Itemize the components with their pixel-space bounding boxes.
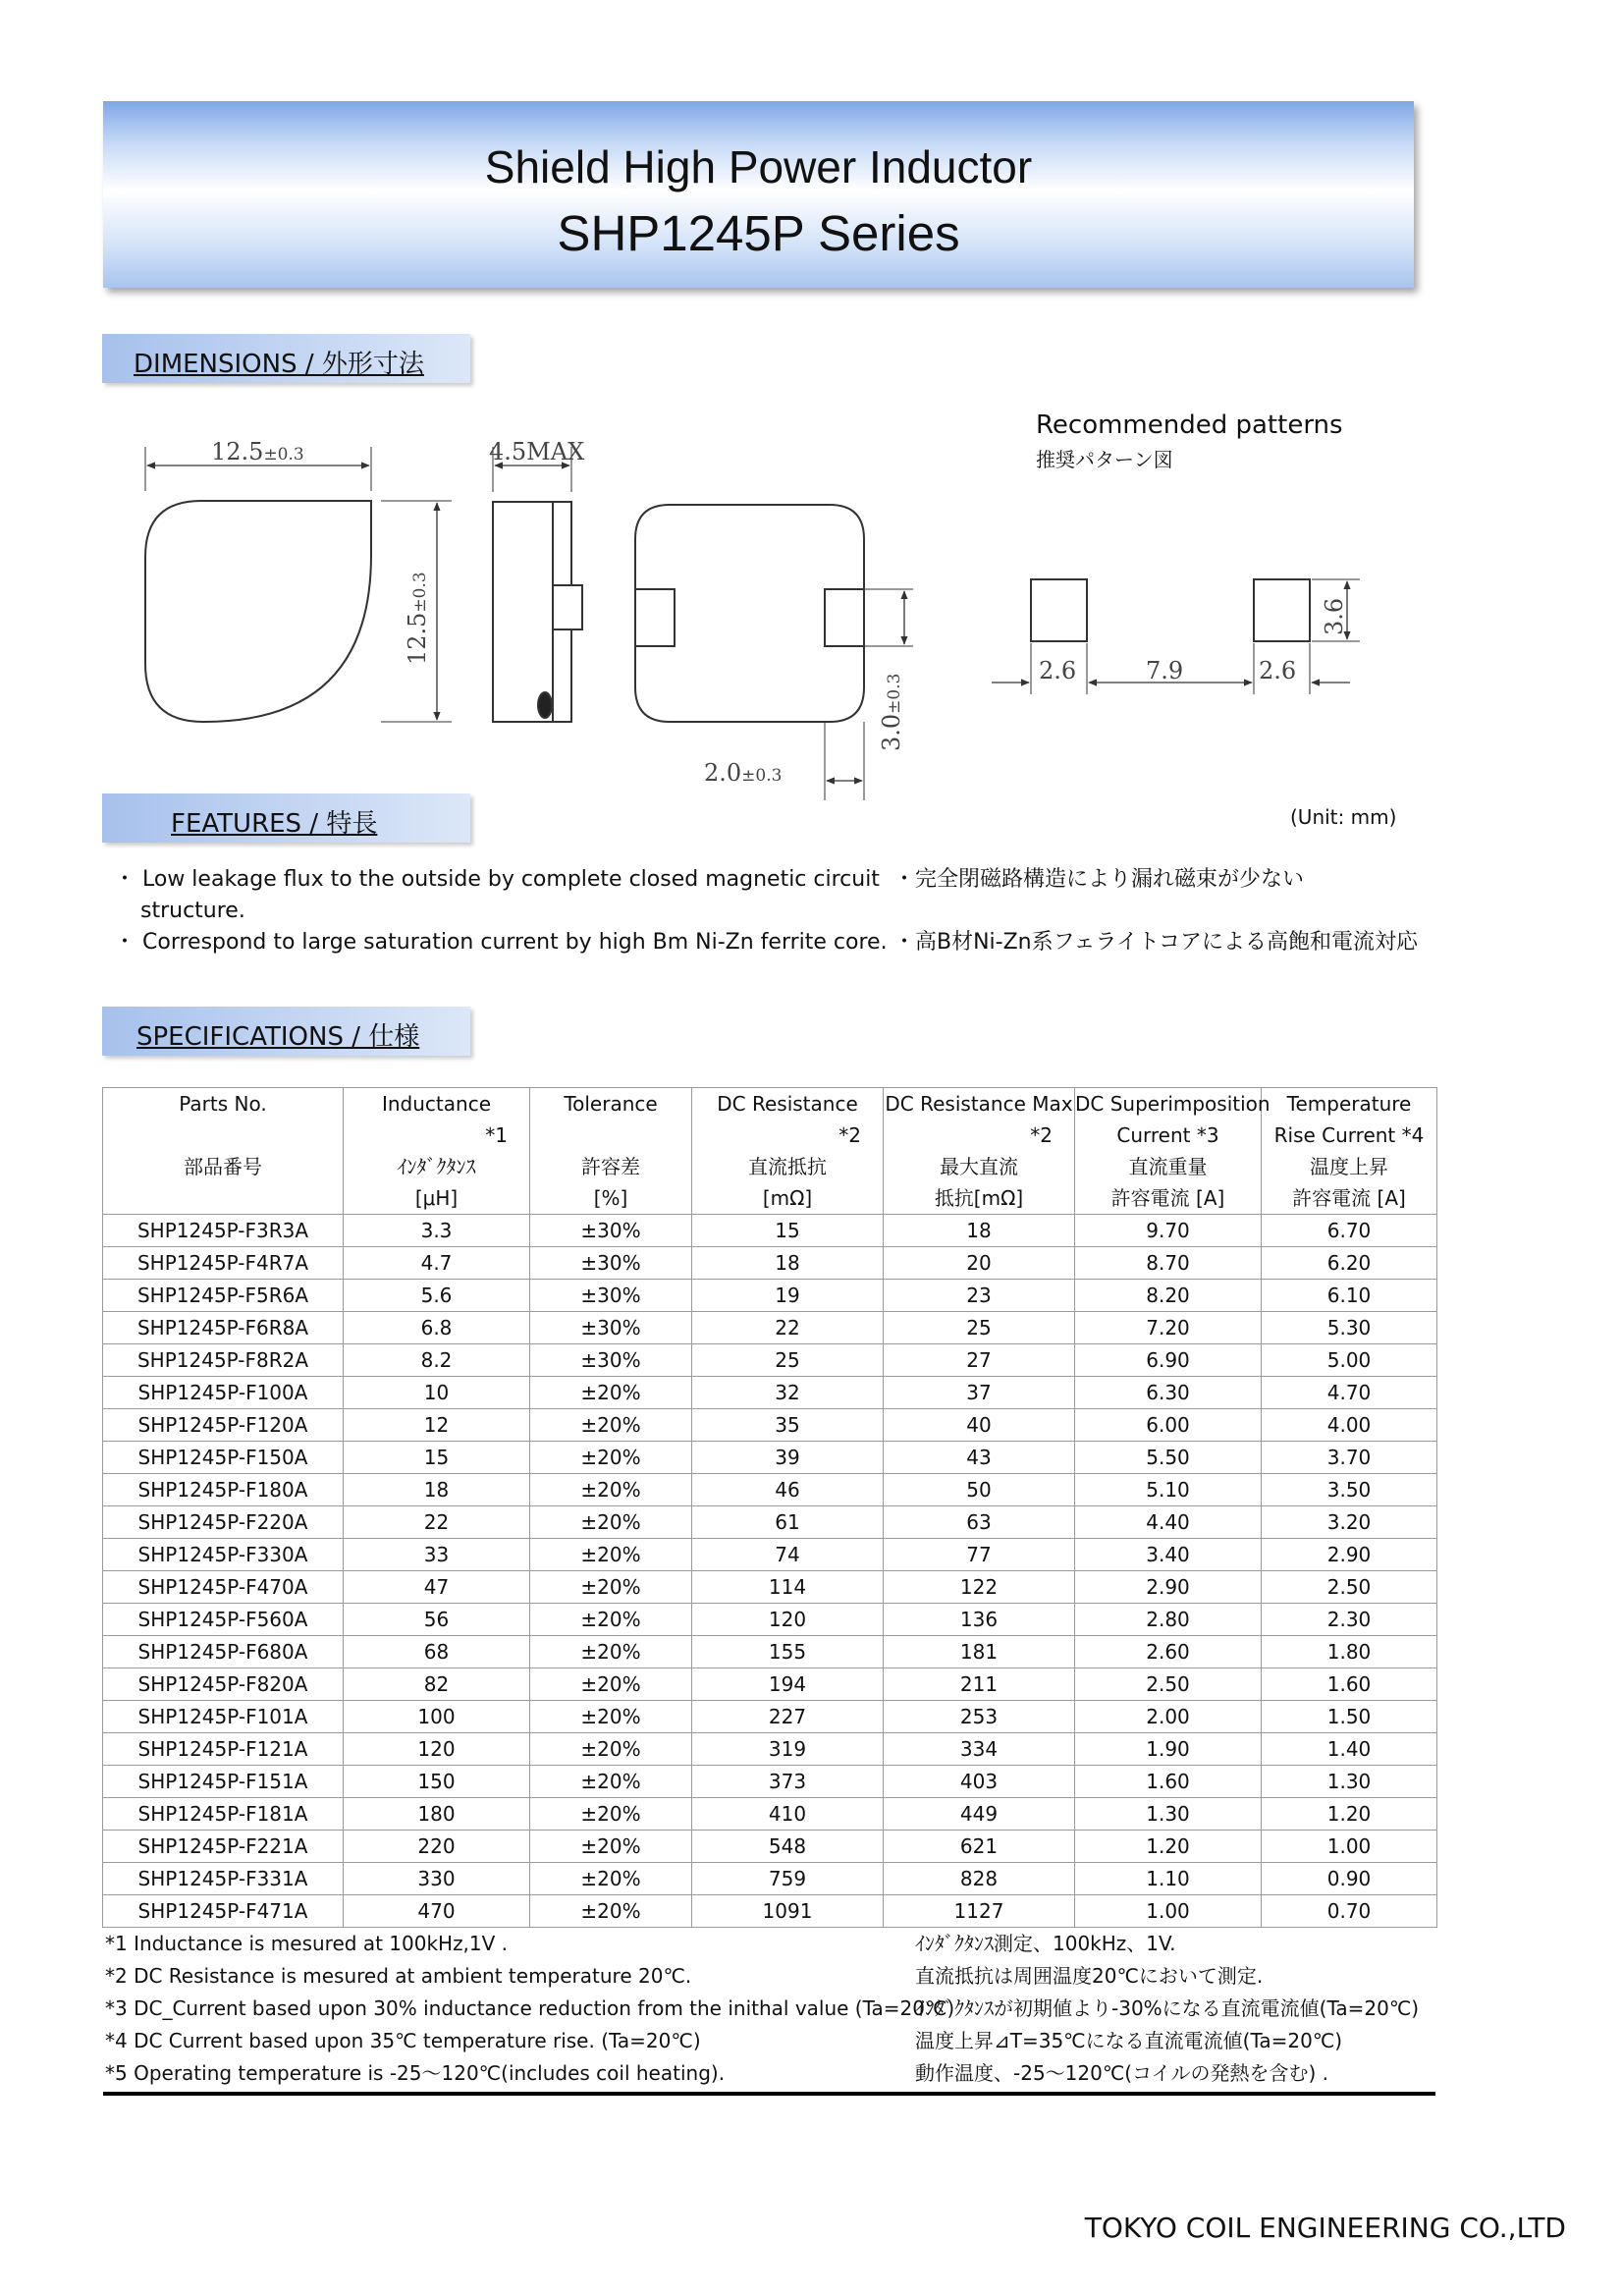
table-cell: 4.00 [1262, 1409, 1437, 1442]
table-cell: 6.20 [1262, 1247, 1437, 1280]
table-cell: ±20% [530, 1798, 692, 1831]
part-number-cell: SHP1245P-F120A [103, 1409, 344, 1442]
part-number-cell: SHP1245P-F121A [103, 1733, 344, 1766]
table-cell: 18 [344, 1474, 530, 1506]
table-cell: 1.10 [1075, 1863, 1262, 1895]
part-number-cell: SHP1245P-F151A [103, 1766, 344, 1798]
table-header-cell: 許容差 [530, 1151, 692, 1182]
table-cell: 1.40 [1262, 1733, 1437, 1766]
table-row [103, 1506, 1437, 1539]
table-row [103, 1733, 1437, 1766]
bottom-rule [103, 2092, 1435, 2096]
table-cell: 40 [884, 1409, 1075, 1442]
table-cell: 211 [884, 1668, 1075, 1701]
features-section-header [102, 793, 470, 843]
table-cell: 22 [692, 1312, 884, 1344]
table-row [103, 1539, 1437, 1571]
features-heading: FEATURES / 特長 [171, 809, 378, 839]
table-cell: 1.30 [1262, 1766, 1437, 1798]
table-header-row [103, 1088, 1437, 1121]
part-number-cell: SHP1245P-F4R7A [103, 1247, 344, 1280]
table-row [103, 1701, 1437, 1733]
table-cell: 194 [692, 1668, 884, 1701]
table-row [103, 1895, 1437, 1928]
part-number-cell: SHP1245P-F680A [103, 1636, 344, 1668]
table-cell: 2.30 [1262, 1604, 1437, 1636]
table-row [103, 1442, 1437, 1474]
table-cell: 120 [344, 1733, 530, 1766]
table-cell: 7.20 [1075, 1312, 1262, 1344]
dim-width-label: 12.5±0.3 [211, 438, 304, 465]
table-header-cell [103, 1120, 344, 1151]
table-row [103, 1863, 1437, 1895]
table-cell: 621 [884, 1831, 1075, 1863]
part-number-cell: SHP1245P-F470A [103, 1571, 344, 1604]
table-header-cell: 直流抵抗 [692, 1151, 884, 1182]
table-cell: 63 [884, 1506, 1075, 1539]
table-cell: ±20% [530, 1895, 692, 1928]
part-number-cell: SHP1245P-F820A [103, 1668, 344, 1701]
table-row [103, 1344, 1437, 1377]
table-cell: 1127 [884, 1895, 1075, 1928]
company-name: TOKYO COIL ENGINEERING CO.,LTD [1084, 2212, 1566, 2244]
table-cell: 6.8 [344, 1312, 530, 1344]
table-cell: 61 [692, 1506, 884, 1539]
table-row [103, 1474, 1437, 1506]
notes-en [105, 1928, 954, 2090]
title-line2: SHP1245P Series [557, 205, 960, 261]
table-cell: 181 [884, 1636, 1075, 1668]
top-view-body [145, 501, 371, 722]
table-cell: 5.10 [1075, 1474, 1262, 1506]
table-cell: 122 [884, 1571, 1075, 1604]
note-en-5: *5 Operating temperature is -25～120℃(includes coil heating). [105, 2061, 726, 2085]
dim-height-label: 12.5±0.3 [404, 572, 431, 665]
table-header-cell: *1 [344, 1120, 530, 1151]
part-number-cell: SHP1245P-F5R6A [103, 1280, 344, 1312]
table-header-cell: Current *3 [1075, 1120, 1262, 1151]
recommended-patterns-title-jp: 推奨パターン図 [1036, 448, 1173, 471]
table-cell: 27 [884, 1344, 1075, 1377]
table-cell: 15 [344, 1442, 530, 1474]
table-cell: 82 [344, 1668, 530, 1701]
unit-label: (Unit: mm) [1290, 805, 1397, 829]
spec-table [102, 1087, 1437, 1928]
table-row [103, 1668, 1437, 1701]
note-jp-3: ｲﾝﾀﾞｸﾀﾝｽが初期値より-30%になる直流電流値(Ta=20℃) [915, 1996, 1420, 2020]
table-cell: 47 [344, 1571, 530, 1604]
table-cell: 319 [692, 1733, 884, 1766]
table-cell: ±20% [530, 1863, 692, 1895]
part-number-cell: SHP1245P-F150A [103, 1442, 344, 1474]
table-cell: ±20% [530, 1831, 692, 1863]
table-cell: ±20% [530, 1766, 692, 1798]
table-row [103, 1798, 1437, 1831]
table-cell: 155 [692, 1636, 884, 1668]
table-cell: 1.50 [1262, 1701, 1437, 1733]
table-cell: ±30% [530, 1280, 692, 1312]
table-cell: 759 [692, 1863, 884, 1895]
table-cell: 77 [884, 1539, 1075, 1571]
table-cell: 25 [884, 1312, 1075, 1344]
table-cell: 253 [884, 1701, 1075, 1733]
table-cell: 449 [884, 1798, 1075, 1831]
table-cell: 39 [692, 1442, 884, 1474]
table-cell: ±20% [530, 1442, 692, 1474]
table-cell: 20 [884, 1247, 1075, 1280]
table-cell: 33 [344, 1539, 530, 1571]
part-number-cell: SHP1245P-F560A [103, 1604, 344, 1636]
table-header-cell: *2 [884, 1120, 1075, 1151]
table-row [103, 1604, 1437, 1636]
note-jp-4: 温度上昇⊿T=35℃になる直流電流値(Ta=20℃) [915, 2029, 1343, 2052]
table-cell: 3.50 [1262, 1474, 1437, 1506]
table-cell: 9.70 [1075, 1215, 1262, 1247]
title-banner [103, 101, 1414, 288]
table-cell: 0.90 [1262, 1863, 1437, 1895]
table-cell: 220 [344, 1831, 530, 1863]
table-header-cell: 抵抗[mΩ] [884, 1182, 1075, 1215]
table-cell: 4.70 [1262, 1377, 1437, 1409]
table-cell: ±20% [530, 1604, 692, 1636]
table-cell: 32 [692, 1377, 884, 1409]
dim-thickness-label: 4.5MAX [489, 438, 585, 465]
part-number-cell: SHP1245P-F471A [103, 1895, 344, 1928]
table-cell: 1.60 [1075, 1766, 1262, 1798]
part-number-cell: SHP1245P-F181A [103, 1798, 344, 1831]
table-cell: 2.80 [1075, 1604, 1262, 1636]
pad-width-right-label: 2.6 [1259, 657, 1297, 684]
part-number-cell: SHP1245P-F100A [103, 1377, 344, 1409]
table-cell: 828 [884, 1863, 1075, 1895]
table-cell: ±30% [530, 1215, 692, 1247]
note-jp-5: 動作温度、-25～120℃(コイルの発熱を含む) . [915, 2061, 1329, 2085]
table-cell: 180 [344, 1798, 530, 1831]
table-row [103, 1636, 1437, 1668]
table-header-cell: DC Resistance [692, 1088, 884, 1121]
table-cell: 50 [884, 1474, 1075, 1506]
dimensions-heading: DIMENSIONS / 外形寸法 [134, 350, 424, 379]
table-cell: ±20% [530, 1733, 692, 1766]
table-cell: 3.20 [1262, 1506, 1437, 1539]
table-cell: 4.7 [344, 1247, 530, 1280]
note-jp-2: 直流抵抗は周囲温度20℃において測定. [915, 1964, 1264, 1988]
feature-en-1-cont: structure. [140, 899, 245, 923]
table-row [103, 1409, 1437, 1442]
table-cell: 35 [692, 1409, 884, 1442]
table-cell: 227 [692, 1701, 884, 1733]
table-cell: 3.70 [1262, 1442, 1437, 1474]
feature-en-1: ・ Low leakage flux to the outside by complete closed magnetic circuit [114, 867, 880, 892]
table-row [103, 1377, 1437, 1409]
table-row [103, 1312, 1437, 1344]
table-cell: 25 [692, 1344, 884, 1377]
table-cell: 5.30 [1262, 1312, 1437, 1344]
table-cell: 8.2 [344, 1344, 530, 1377]
table-cell: 150 [344, 1766, 530, 1798]
table-cell: ±20% [530, 1701, 692, 1733]
table-cell: 18 [884, 1215, 1075, 1247]
table-cell: 8.20 [1075, 1280, 1262, 1312]
table-cell: 5.00 [1262, 1344, 1437, 1377]
table-cell: 43 [884, 1442, 1075, 1474]
table-cell: 0.70 [1262, 1895, 1437, 1928]
table-cell: 1091 [692, 1895, 884, 1928]
pad-width-left-label: 2.6 [1039, 657, 1077, 684]
table-header-cell: Parts No. [103, 1088, 344, 1121]
table-header-cell: [%] [530, 1182, 692, 1215]
table-header-cell: *2 [692, 1120, 884, 1151]
table-header-row [103, 1120, 1437, 1151]
table-header-cell: 許容電流 [A] [1262, 1182, 1437, 1215]
table-row [103, 1247, 1437, 1280]
table-cell: 2.00 [1075, 1701, 1262, 1733]
table-header-row [103, 1182, 1437, 1215]
table-cell: 46 [692, 1474, 884, 1506]
table-cell: 3.3 [344, 1215, 530, 1247]
part-number-cell: SHP1245P-F3R3A [103, 1215, 344, 1247]
table-cell: 2.50 [1075, 1668, 1262, 1701]
table-cell: 8.70 [1075, 1247, 1262, 1280]
table-cell: 68 [344, 1636, 530, 1668]
table-cell: 19 [692, 1280, 884, 1312]
table-header-cell: Rise Current *4 [1262, 1120, 1437, 1151]
table-cell: ±20% [530, 1409, 692, 1442]
table-cell: 470 [344, 1895, 530, 1928]
table-cell: 56 [344, 1604, 530, 1636]
table-cell: 2.60 [1075, 1636, 1262, 1668]
table-cell: 330 [344, 1863, 530, 1895]
table-cell: 2.90 [1262, 1539, 1437, 1571]
table-cell: 100 [344, 1701, 530, 1733]
table-header-cell: 最大直流 [884, 1151, 1075, 1182]
table-cell: 23 [884, 1280, 1075, 1312]
table-cell: 120 [692, 1604, 884, 1636]
table-header-cell: DC Superimposition [1075, 1088, 1262, 1121]
table-header-cell: Temperature [1262, 1088, 1437, 1121]
note-en-4: *4 DC Current based upon 35℃ temperature rise. (Ta=20℃) [105, 2029, 701, 2052]
table-header-cell: ｲﾝﾀﾞｸﾀﾝｽ [344, 1151, 530, 1182]
table-header-cell [103, 1182, 344, 1215]
part-number-cell: SHP1245P-F330A [103, 1539, 344, 1571]
table-cell: 1.20 [1075, 1831, 1262, 1863]
part-number-cell: SHP1245P-F221A [103, 1831, 344, 1863]
table-header-cell: DC Resistance Max [884, 1088, 1075, 1121]
table-cell: 15 [692, 1215, 884, 1247]
table-cell: 18 [692, 1247, 884, 1280]
table-cell: ±20% [530, 1539, 692, 1571]
table-cell: 37 [884, 1377, 1075, 1409]
note-en-2: *2 DC Resistance is mesured at ambient temperature 20℃. [105, 1964, 692, 1988]
table-cell: 1.00 [1075, 1895, 1262, 1928]
table-cell: 2.90 [1075, 1571, 1262, 1604]
table-row [103, 1831, 1437, 1863]
feature-en-2: ・ Correspond to large saturation current by high Bm Ni-Zn ferrite core. [114, 930, 888, 955]
table-cell: 1.00 [1262, 1831, 1437, 1863]
part-number-cell: SHP1245P-F180A [103, 1474, 344, 1506]
note-en-1: *1 Inductance is mesured at 100kHz,1V . [105, 1932, 509, 1955]
recommended-patterns-title: Recommended patterns [1036, 410, 1343, 440]
table-cell: 136 [884, 1604, 1075, 1636]
table-header-cell: 温度上昇 [1262, 1151, 1437, 1182]
table-header-cell: [mΩ] [692, 1182, 884, 1215]
table-header-cell: Inductance [344, 1088, 530, 1121]
table-cell: ±20% [530, 1474, 692, 1506]
table-cell: ±30% [530, 1344, 692, 1377]
table-cell: 6.70 [1262, 1215, 1437, 1247]
table-cell: 10 [344, 1377, 530, 1409]
table-cell: 548 [692, 1831, 884, 1863]
table-cell: ±20% [530, 1571, 692, 1604]
table-cell: 1.90 [1075, 1733, 1262, 1766]
table-cell: 74 [692, 1539, 884, 1571]
table-cell: 6.00 [1075, 1409, 1262, 1442]
dimension-drawing [0, 388, 1622, 800]
table-cell: 22 [344, 1506, 530, 1539]
part-number-cell: SHP1245P-F220A [103, 1506, 344, 1539]
part-number-cell: SHP1245P-F8R2A [103, 1344, 344, 1377]
table-cell: 1.80 [1262, 1636, 1437, 1668]
table-cell: 403 [884, 1766, 1075, 1798]
dim-terminal-height-label: 3.0±0.3 [878, 673, 905, 751]
table-header-cell: 許容電流 [A] [1075, 1182, 1262, 1215]
table-cell: 5.6 [344, 1280, 530, 1312]
table-cell: 5.50 [1075, 1442, 1262, 1474]
feature-jp-2: ・高B材Ni-Zn系フェライトコアによる高飽和電流対応 [893, 930, 1418, 955]
table-cell: 373 [692, 1766, 884, 1798]
title-line1: Shield High Power Inductor [484, 141, 1033, 192]
table-row [103, 1766, 1437, 1798]
table-header-cell [530, 1120, 692, 1151]
table-cell: 6.90 [1075, 1344, 1262, 1377]
table-header-cell: 部品番号 [103, 1151, 344, 1182]
table-cell: 410 [692, 1798, 884, 1831]
table-row [103, 1571, 1437, 1604]
part-number-cell: SHP1245P-F101A [103, 1701, 344, 1733]
pad-right [1254, 579, 1310, 641]
part-number-cell: SHP1245P-F6R8A [103, 1312, 344, 1344]
pad-gap-label: 7.9 [1146, 657, 1184, 684]
table-cell: ±20% [530, 1668, 692, 1701]
table-cell: 114 [692, 1571, 884, 1604]
table-cell: ±20% [530, 1377, 692, 1409]
table-cell: 1.30 [1075, 1798, 1262, 1831]
notes-jp [915, 1928, 1419, 2090]
table-cell: 4.40 [1075, 1506, 1262, 1539]
note-jp-1: ｲﾝﾀﾞｸﾀﾝｽ測定、100kHz、1V. [915, 1932, 1176, 1955]
feature-jp-1: ・完全閉磁路構造により漏れ磁束が少ない [893, 867, 1305, 892]
pad-left [1031, 579, 1087, 641]
dim-terminal-width-label: 2.0±0.3 [704, 759, 783, 787]
table-header-cell: Tolerance [530, 1088, 692, 1121]
dimensions-section-header [102, 334, 470, 383]
table-cell: 6.10 [1262, 1280, 1437, 1312]
table-row [103, 1215, 1437, 1247]
table-cell: ±20% [530, 1636, 692, 1668]
table-cell: 1.20 [1262, 1798, 1437, 1831]
table-cell: ±20% [530, 1506, 692, 1539]
specifications-section-header [102, 1007, 470, 1056]
note-en-3: *3 DC_Current based upon 30% inductance reduction from the inithal value (Ta=20℃) [105, 1996, 955, 2020]
table-header-row [103, 1151, 1437, 1182]
table-cell: ±30% [530, 1312, 692, 1344]
table-row [103, 1280, 1437, 1312]
table-cell: 6.30 [1075, 1377, 1262, 1409]
table-cell: 1.60 [1262, 1668, 1437, 1701]
table-cell: 12 [344, 1409, 530, 1442]
table-header-cell: 直流重量 [1075, 1151, 1262, 1182]
part-number-cell: SHP1245P-F331A [103, 1863, 344, 1895]
table-cell: 334 [884, 1733, 1075, 1766]
table-header-cell: [μH] [344, 1182, 530, 1215]
table-cell: 3.40 [1075, 1539, 1262, 1571]
table-cell: 2.50 [1262, 1571, 1437, 1604]
table-cell: ±30% [530, 1247, 692, 1280]
specifications-heading: SPECIFICATIONS / 仕様 [136, 1022, 420, 1052]
pad-height-label: 3.6 [1321, 597, 1348, 635]
